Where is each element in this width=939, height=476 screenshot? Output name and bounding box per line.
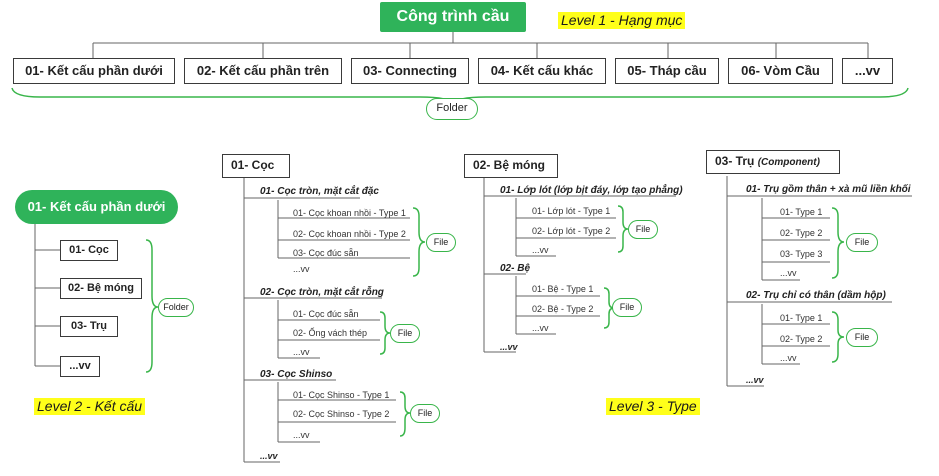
coc-item: 02- Cọc Shinso - Type 2 bbox=[293, 409, 390, 419]
tru-group-2: 02- Trụ chỉ có thân (dầm hộp) bbox=[746, 290, 886, 301]
tru-item: 02- Type 2 bbox=[780, 334, 823, 344]
tru-tail: ...vv bbox=[746, 375, 764, 385]
tru-item: 02- Type 2 bbox=[780, 228, 823, 238]
level2-item: 02- Bệ móng bbox=[60, 278, 142, 299]
coc-item: 01- Cọc Shinso - Type 1 bbox=[293, 390, 390, 400]
coc-item: ...vv bbox=[293, 264, 310, 274]
coc-tail: ...vv bbox=[260, 451, 278, 461]
coc-item: ...vv bbox=[293, 430, 310, 440]
tru-item: ...vv bbox=[780, 353, 797, 363]
coc-group-1: 01- Cọc tròn, mặt cắt đặc bbox=[260, 186, 379, 197]
coc-item: 02- Ống vách thép bbox=[293, 328, 368, 338]
level1-item: 05- Tháp cầu bbox=[615, 58, 719, 84]
level3-caption: Level 3 - Type bbox=[606, 398, 700, 415]
coc-group-2: 02- Cọc tròn, mặt cắt rỗng bbox=[260, 287, 384, 298]
tru-item: 03- Type 3 bbox=[780, 249, 823, 259]
folder-badge: Folder bbox=[426, 98, 478, 120]
file-badge: File bbox=[628, 220, 658, 239]
level1-item: 03- Connecting bbox=[351, 58, 469, 84]
bemong-item: 02- Lớp lót - Type 2 bbox=[532, 226, 611, 236]
level2-item: 01- Cọc bbox=[60, 240, 118, 261]
bemong-group-2: 02- Bệ bbox=[500, 263, 531, 274]
bemong-item: 01- Lớp lót - Type 1 bbox=[532, 206, 611, 216]
bemong-header: 02- Bệ móng bbox=[464, 154, 558, 178]
level1-caption: Level 1 - Hạng mục bbox=[558, 12, 685, 29]
bemong-item: 02- Bệ - Type 2 bbox=[532, 304, 594, 314]
bemong-item: ...vv bbox=[532, 323, 549, 333]
file-badge: File bbox=[426, 233, 456, 252]
coc-item: 01- Cọc khoan nhồi - Type 1 bbox=[293, 208, 406, 218]
coc-item: 01- Cọc đúc sẵn bbox=[293, 309, 359, 319]
level2-root-node: 01- Kết cấu phần dưới bbox=[15, 190, 178, 224]
tru-group-1: 01- Trụ gồm thân + xà mũ liền khối bbox=[746, 184, 911, 195]
file-badge: File bbox=[846, 328, 878, 347]
level2-caption: Level 2 - Kết cấu bbox=[34, 398, 145, 415]
tru-item: ...vv bbox=[780, 268, 797, 278]
tru-item: 01- Type 1 bbox=[780, 313, 823, 323]
tru-title: 03- Trụ bbox=[715, 154, 755, 168]
folder-badge: Folder bbox=[158, 298, 194, 317]
bemong-item: ...vv bbox=[532, 245, 549, 255]
coc-group-3: 03- Cọc Shinso bbox=[260, 369, 333, 380]
coc-item: 02- Cọc khoan nhồi - Type 2 bbox=[293, 229, 406, 239]
level1-item: 02- Kết cấu phần trên bbox=[184, 58, 342, 84]
bemong-group-1: 01- Lớp lót (lớp bịt đáy, lớp tạo phẳng) bbox=[500, 185, 683, 196]
file-badge: File bbox=[612, 298, 642, 317]
coc-item: 03- Cọc đúc sẵn bbox=[293, 248, 359, 258]
level1-item: ...vv bbox=[842, 58, 893, 84]
level1-item: 06- Vòm Cầu bbox=[728, 58, 833, 84]
level1-item: 04- Kết cấu khác bbox=[478, 58, 606, 84]
tru-item: 01- Type 1 bbox=[780, 207, 823, 217]
root-node: Công trình cầu bbox=[380, 2, 526, 32]
level2-item: ...vv bbox=[60, 356, 100, 377]
tru-header bbox=[706, 150, 840, 174]
bemong-item: 01- Bệ - Type 1 bbox=[532, 284, 594, 294]
file-badge: File bbox=[846, 233, 878, 252]
coc-header: 01- Cọc bbox=[222, 154, 290, 178]
coc-item: ...vv bbox=[293, 347, 310, 357]
file-badge: File bbox=[390, 324, 420, 343]
level2-item: 03- Trụ bbox=[60, 316, 118, 337]
bemong-tail: ...vv bbox=[500, 342, 518, 352]
level1-item: 01- Kết cấu phần dưới bbox=[13, 58, 175, 84]
tru-title-suffix: (Component) bbox=[757, 157, 820, 168]
file-badge: File bbox=[410, 404, 440, 423]
